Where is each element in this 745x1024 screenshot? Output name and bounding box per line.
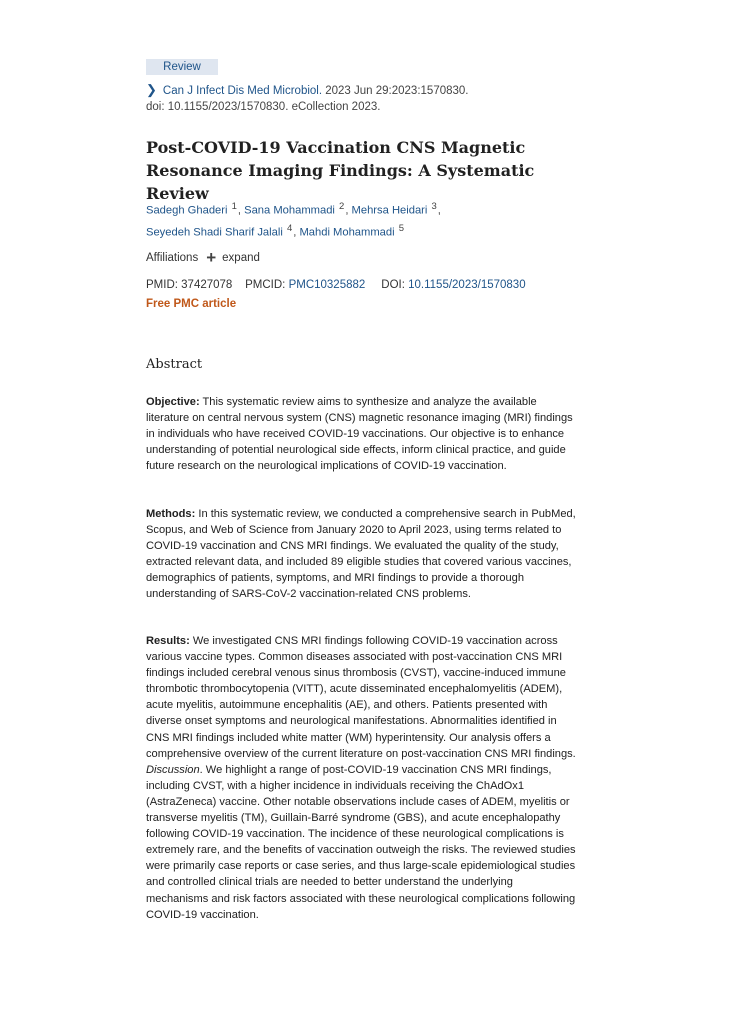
pmcid-label: PMCID: <box>245 279 286 291</box>
results-label: Results: <box>146 635 190 647</box>
author-link[interactable]: Mehrsa Heidari <box>351 204 428 217</box>
identifiers <box>146 279 526 291</box>
doi-link[interactable]: 10.1155/2023/1570830 <box>408 279 526 291</box>
affiliation-ref[interactable]: 4 <box>286 222 293 234</box>
doi-label: DOI: <box>381 279 405 291</box>
citation-doi: doi: 10.1155/2023/1570830. eCollection 2023. <box>146 100 381 113</box>
methods-text: In this systematic review, we conducted a comprehensive search in PubMed, Scopus, and Web of Science from January 2020 to April 2023, using terms related to COVID-19 vaccination and CNS MRI findings. We evaluated the quality of the study, extracted relevant data, and included 89 eligible studies that covered various vaccines, demographics of patients, symptoms, and MRI findings to provide a thorough understanding of SARS-CoV-2 vaccination-related CNS problems. <box>146 508 576 601</box>
expand-label[interactable]: expand <box>222 252 260 264</box>
abstract-results <box>146 633 578 923</box>
author-list: Sadegh Ghaderi $^1$, Sana Mohammadi $^2$, Mehrsa Heidari $^3$, Seyedeh Shadi Sharif Jalali $^4$, Mahdi Mohammadi $^5$ <box>146 201 441 239</box>
article-type-badge: Review <box>146 59 218 75</box>
abstract-heading: Abstract <box>146 357 203 372</box>
author-link[interactable]: Mahdi Mohammadi <box>299 226 395 239</box>
results-text: We investigated CNS MRI findings following COVID-19 vaccination across various vaccine types. Common diseases associated with post-vaccination CNS MRI findings included cerebral venous sinus thrombosis (CVST), vaccine-induced immune thrombotic thrombocytopenia (VITT), acute disseminated encephalomyelitis (ADEM), acute myelitis, autoimmune encephalitis (AE), and others. Patients presented with diverse onset symptoms and neurological manifestations. Abnormalities identified in CNS MRI findings included white matter (WM) hyperintensity. Our analysis offers a comprehensive overview of the current literature on post-vaccination CNS MRI findings. <box>146 635 576 760</box>
objective-text: This systematic review aims to synthesize and analyze the available literature on central nervous system (CNS) magnetic resonance imaging (MRI) findings in individuals who have received COVID-19 vaccinations. Our objective is to enhance understanding of potential neurological side effects, inform clinical practice, and guide future research on the neurological implications of COVID-19 vaccination. <box>146 396 573 473</box>
discussion-label: Discussion <box>146 763 200 776</box>
plus-icon[interactable]: + <box>206 248 217 267</box>
pmid-label: PMID: <box>146 279 178 291</box>
journal-link[interactable]: Can J Infect Dis Med Microbiol. <box>162 85 323 97</box>
pmcid-link[interactable]: PMC10325882 <box>288 279 366 291</box>
free-pmc-article-link[interactable]: Free PMC article <box>146 298 237 310</box>
objective-label: Objective: <box>146 396 200 408</box>
chevron-right-icon[interactable]: ❯ <box>146 82 157 97</box>
author-link[interactable]: Sadegh Ghaderi <box>146 204 228 217</box>
affiliation-ref[interactable]: 2 <box>339 201 345 212</box>
affiliations-label: Affiliations <box>146 252 199 264</box>
abstract-objective <box>146 394 578 474</box>
citation <box>146 82 586 115</box>
affiliations-toggle[interactable] <box>146 248 260 267</box>
affiliation-ref[interactable]: 1 <box>231 201 237 212</box>
affiliation-ref[interactable]: 5 <box>398 222 404 234</box>
author-link[interactable]: Seyedeh Shadi Sharif Jalali <box>146 226 283 239</box>
abstract-methods <box>146 506 578 603</box>
citation-date: 2023 Jun 29:2023:1570830. <box>322 85 469 97</box>
article-title: Post-COVID-19 Vaccination CNS Magnetic Resonance Imaging Findings: A Systematic Review <box>146 138 535 203</box>
affiliation-ref[interactable]: 3 <box>431 201 437 212</box>
pmid-value: 37427078 <box>181 279 233 291</box>
author-link[interactable]: Sana Mohammadi <box>244 204 335 217</box>
results-text-continued: . We highlight a range of post-COVID-19 vaccination CNS MRI findings, including CVST, with a higher incidence in individuals receiving the ChAdOx1 (AstraZeneca) vaccine. Other notable observations include cases of ADEM, myelitis or transverse myelitis (TM), Guillain-Barré syndrome (GBS), and acute encephalopathy following COVID-19 vaccination. The incidence of these neurological complications is extremely rare, and the benefits of vaccination outweigh the risks. The reviewed studies were primarily case reports or case series, and thus large-scale epidemiological studies and controlled clinical trials are needed to better understand the underlying mechanisms and risk factors associated with these neurological complications following COVID-19 vaccination. <box>146 763 576 921</box>
methods-label: Methods: <box>146 508 196 520</box>
